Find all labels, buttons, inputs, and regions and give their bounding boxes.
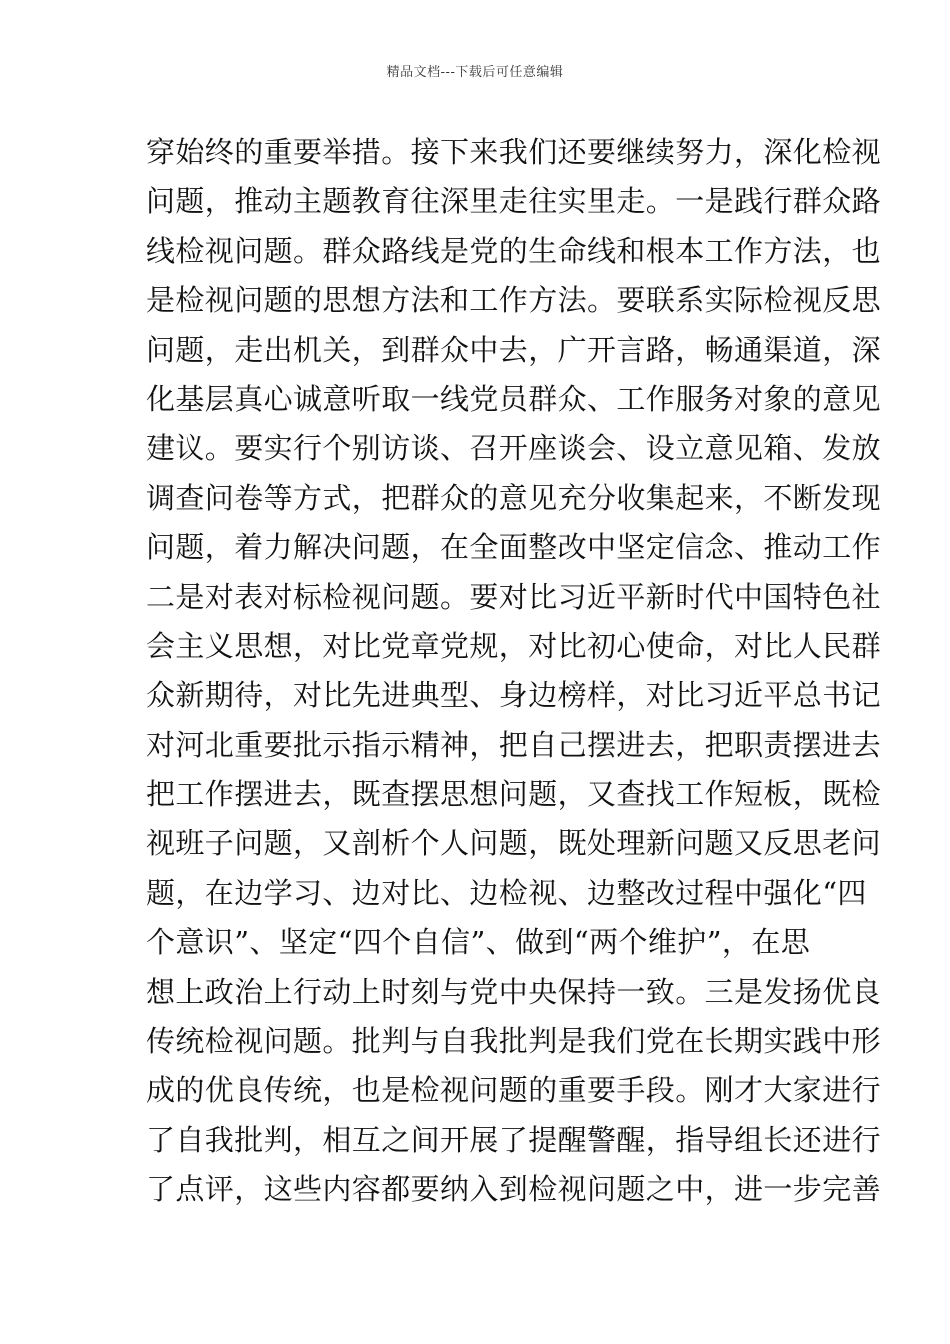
page-header: 精品文档---下载后可任意编辑: [386, 65, 564, 80]
text-line: 想上政治上行动上时刻与党中央保持一致。三是发扬优良: [146, 974, 882, 1009]
text-line: 传统检视问题。批判与自我批判是我们党在长期实践中形: [146, 1024, 882, 1059]
text-line: 问题，推动主题教育往深里走往实里走。一是践行群众路: [146, 184, 882, 219]
text-line: 个意识”、坚定“四个自信”、做到“两个维护”，在思: [146, 925, 811, 960]
text-line: 会主义思想，对比党章党规，对比初心使命，对比人民群: [146, 628, 882, 663]
text-line: 对河北重要批示指示精神，把自己摆进去，把职责摆进去: [146, 727, 882, 762]
text-line: 是检视问题的思想方法和工作方法。要联系实际检视反思: [146, 283, 882, 318]
text-line: 问题，着力解决问题，在全面整改中坚定信念、推动工作: [146, 530, 882, 565]
text-line: 众新期待，对比先进典型、身边榜样，对比习近平总书记: [146, 678, 882, 713]
text-line: 了自我批判，相互之间开展了提醒警醒，指导组长还进行: [146, 1122, 882, 1157]
text-line: 题，在边学习、边对比、边检视、边整改过程中强化“四: [146, 875, 867, 910]
text-line: 把工作摆进去，既查摆思想问题，又查找工作短板，既检: [146, 777, 882, 812]
text-line: 线检视问题。群众路线是党的生命线和根本工作方法，也: [146, 233, 882, 268]
text-line: 化基层真心诚意听取一线党员群众、工作服务对象的意见: [146, 381, 882, 416]
text-line: 了点评，这些内容都要纳入到检视问题之中，进一步完善: [146, 1172, 882, 1207]
text-line: 穿始终的重要举措。接下来我们还要继续努力，深化检视: [146, 135, 882, 169]
text-line: 成的优良传统，也是检视问题的重要手段。刚才大家进行: [146, 1073, 882, 1108]
text-line: 视班子问题，又剖析个人问题，既处理新问题又反思老问: [146, 826, 882, 861]
text-line: 建议。要实行个别访谈、召开座谈会、设立意见箱、发放: [146, 431, 882, 466]
body-text: [146, 128, 882, 1215]
text-line: 调查问卷等方式，把群众的意见充分收集起来，不断发现: [146, 480, 882, 515]
text-line: 问题，走出机关，到群众中去，广开言路，畅通渠道，深: [146, 332, 882, 367]
text-line: 二是对表对标检视问题。要对比习近平新时代中国特色社: [146, 579, 882, 614]
